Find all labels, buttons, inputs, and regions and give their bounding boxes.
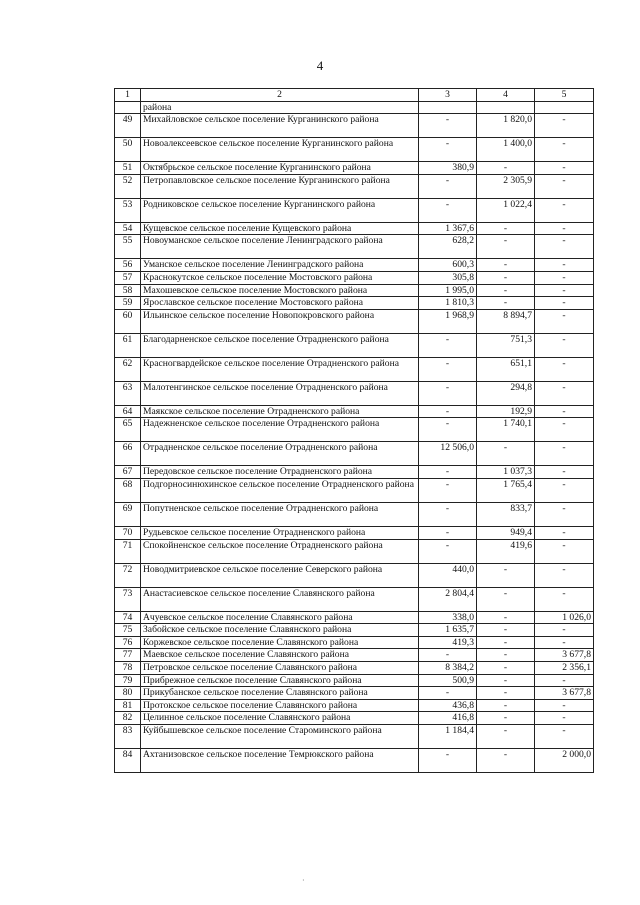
- col3-value-cell: -: [419, 502, 477, 526]
- col4-value-cell: -: [477, 661, 535, 674]
- col5-value-cell: -: [535, 333, 594, 357]
- settlement-name-cell: Прибрежное сельское поселение Славянского района: [141, 674, 419, 687]
- table-row: [115, 649, 594, 662]
- col3-value-cell: -: [419, 478, 477, 502]
- settlement-name-cell: Рудьевское сельское поселение Отрадненского района: [141, 526, 419, 539]
- col3-value-cell: 436,8: [419, 699, 477, 712]
- col4-value-cell: 1 820,0: [477, 114, 535, 138]
- col5-value-cell: -: [535, 712, 594, 725]
- table-row: [115, 587, 594, 611]
- table-row: [115, 526, 594, 539]
- table-row: [115, 418, 594, 442]
- col4-value-cell: 8 894,7: [477, 309, 535, 333]
- settlement-name-cell: Передовское сельское поселение Отрадненского района: [141, 466, 419, 479]
- col5-value-cell: -: [535, 587, 594, 611]
- col3-value-cell: 1 635,7: [419, 624, 477, 637]
- settlement-name-cell: Прикубанское сельское поселение Славянского района: [141, 687, 419, 700]
- col4-value-cell: 294,8: [477, 381, 535, 405]
- col3-value-cell: 1 968,9: [419, 309, 477, 333]
- col4-value-cell: -: [477, 624, 535, 637]
- table-row: [115, 563, 594, 587]
- settlement-name-cell: Ахтанизовское сельское поселение Темрюкского района: [141, 748, 419, 772]
- table-row: [115, 502, 594, 526]
- col5-value-cell: -: [535, 478, 594, 502]
- settlement-name-cell: Новоалексеевское сельское поселение Курганинского района: [141, 138, 419, 162]
- col5-value-cell: -: [535, 674, 594, 687]
- col3-value-cell: 1 184,4: [419, 724, 477, 748]
- col5-value-cell: -: [535, 174, 594, 198]
- col4-value-cell: 192,9: [477, 405, 535, 418]
- col3-value-cell: 416,8: [419, 712, 477, 725]
- row-number-cell: 57: [115, 271, 141, 284]
- col5-value-cell: -: [535, 114, 594, 138]
- row-number-cell: 54: [115, 222, 141, 235]
- row-number-cell: 61: [115, 333, 141, 357]
- col4-value-cell: -: [477, 636, 535, 649]
- col5-value-cell: -: [535, 259, 594, 272]
- column-header-col5: 5: [535, 89, 594, 102]
- col3-value-cell: 338,0: [419, 611, 477, 624]
- table-row: [115, 748, 594, 772]
- col5-value-cell: -: [535, 539, 594, 563]
- settlement-name-cell: Новодмитриевское сельское поселение Северского района: [141, 563, 419, 587]
- col5-value-cell: -: [535, 309, 594, 333]
- table-row: [115, 724, 594, 748]
- row-number-cell: 72: [115, 563, 141, 587]
- col4-value-cell: -: [477, 563, 535, 587]
- col3-value-cell: -: [419, 174, 477, 198]
- table-row: [115, 271, 594, 284]
- col5-value-cell: -: [535, 198, 594, 222]
- settlement-name-cell: Куйбышевское сельское поселение Староминского района: [141, 724, 419, 748]
- row-number-cell: 64: [115, 405, 141, 418]
- settlement-name-cell: Краснокутское сельское поселение Мостовского района: [141, 271, 419, 284]
- row-number-cell: 75: [115, 624, 141, 637]
- col3-value-cell: 628,2: [419, 235, 477, 259]
- settlement-name-cell: Попутненское сельское поселение Отрадненского района: [141, 502, 419, 526]
- row-number-cell: 63: [115, 381, 141, 405]
- table-row: [115, 687, 594, 700]
- scan-speck: ·: [302, 876, 305, 885]
- table-row: [115, 661, 594, 674]
- col4-value-cell: 1 037,3: [477, 466, 535, 479]
- row-number-cell: 78: [115, 661, 141, 674]
- table-row: [115, 611, 594, 624]
- col3-value-cell: 419,3: [419, 636, 477, 649]
- row-number-cell: 83: [115, 724, 141, 748]
- col5-value-cell: -: [535, 405, 594, 418]
- col5-value-cell: -: [535, 636, 594, 649]
- col5-value-cell: -: [535, 235, 594, 259]
- continuation-row: [115, 101, 594, 114]
- col3-value-cell: 440,0: [419, 563, 477, 587]
- table-row: [115, 222, 594, 235]
- col4-value-cell: -: [477, 222, 535, 235]
- settlement-name-cell: Протокское сельское поселение Славянского района: [141, 699, 419, 712]
- row-number-cell: 55: [115, 235, 141, 259]
- row-number-cell: 73: [115, 587, 141, 611]
- settlement-name-cell: Октябрьское сельское поселение Курганинского района: [141, 162, 419, 175]
- col4-value-cell: -: [477, 748, 535, 772]
- col3-value-cell: -: [419, 526, 477, 539]
- col3-value-cell: 600,3: [419, 259, 477, 272]
- settlement-name-cell: Ильинское сельское поселение Новопокровского района: [141, 309, 419, 333]
- col5-value-cell: -: [535, 526, 594, 539]
- row-number-cell: 79: [115, 674, 141, 687]
- settlement-name-cell: Петропавловское сельское поселение Курганинского района: [141, 174, 419, 198]
- table-row: [115, 235, 594, 259]
- settlement-name-cell: Спокойненское сельское поселение Отрадненского района: [141, 539, 419, 563]
- table-row: [115, 162, 594, 175]
- col4-value-cell: -: [477, 712, 535, 725]
- col4-value-cell: -: [477, 162, 535, 175]
- settlement-name-cell: Кущевское сельское поселение Кущевского района: [141, 222, 419, 235]
- table-row: [115, 624, 594, 637]
- row-number-cell: 62: [115, 357, 141, 381]
- col5-value-cell: -: [535, 222, 594, 235]
- settlement-name-cell: Новоуманское сельское поселение Ленинградского района: [141, 235, 419, 259]
- table-row: [115, 174, 594, 198]
- col5-value-cell: -: [535, 502, 594, 526]
- col3-value-cell: -: [419, 333, 477, 357]
- settlement-name-cell: Маевское сельское поселение Славянского района: [141, 649, 419, 662]
- col4-value-cell: -: [477, 587, 535, 611]
- settlement-name-cell: Благодарненское сельское поселение Отрадненского района: [141, 333, 419, 357]
- col3-value-cell: -: [419, 357, 477, 381]
- settlement-name-cell: Целинное сельское поселение Славянского района: [141, 712, 419, 725]
- col5-value-cell: -: [535, 466, 594, 479]
- settlement-name-cell: Ярославское сельское поселение Мостовского района: [141, 297, 419, 310]
- settlement-name-cell: Родниковское сельское поселение Курганинского района: [141, 198, 419, 222]
- row-number-cell: 76: [115, 636, 141, 649]
- settlement-name-cell: Надежненское сельское поселение Отрадненского района: [141, 418, 419, 442]
- col3-value-cell: -: [419, 687, 477, 700]
- col3-value-cell: -: [419, 381, 477, 405]
- table-row: [115, 405, 594, 418]
- col3-value-cell: 12 506,0: [419, 442, 477, 466]
- table-row: [115, 636, 594, 649]
- col4-value-cell: -: [477, 649, 535, 662]
- col4-value-cell: -: [477, 442, 535, 466]
- row-number-cell: 67: [115, 466, 141, 479]
- col3-value-cell: 500,9: [419, 674, 477, 687]
- col5-value-cell: 2 356,1: [535, 661, 594, 674]
- col5-value-cell: -: [535, 563, 594, 587]
- row-number-cell: 69: [115, 502, 141, 526]
- row-number-cell: 52: [115, 174, 141, 198]
- settlement-name-cell: Михайловское сельское поселение Курганинского района: [141, 114, 419, 138]
- settlement-name-cell: Коржевское сельское поселение Славянского района: [141, 636, 419, 649]
- row-number-cell: 77: [115, 649, 141, 662]
- col3-value-cell: -: [419, 649, 477, 662]
- col4-value-cell: -: [477, 297, 535, 310]
- row-number-cell: 50: [115, 138, 141, 162]
- col5-value-cell: 1 026,0: [535, 611, 594, 624]
- col4-value-cell: -: [477, 674, 535, 687]
- col4-value-cell: 2 305,9: [477, 174, 535, 198]
- row-number-cell: 68: [115, 478, 141, 502]
- table-row: [115, 284, 594, 297]
- col5-value-cell: -: [535, 357, 594, 381]
- table-row: [115, 297, 594, 310]
- col5-value-cell: -: [535, 381, 594, 405]
- column-header-col3: 3: [419, 89, 477, 102]
- table-row: [115, 466, 594, 479]
- row-number-cell: 74: [115, 611, 141, 624]
- col4-value-cell: 1 400,0: [477, 138, 535, 162]
- settlement-name-cell: Петровское сельское поселение Славянского района: [141, 661, 419, 674]
- row-number-cell: 70: [115, 526, 141, 539]
- settlement-name-cell: Уманское сельское поселение Ленинградского района: [141, 259, 419, 272]
- col3-value-cell: 8 384,2: [419, 661, 477, 674]
- col4-value-cell: -: [477, 687, 535, 700]
- col3-value-cell: 1 367,6: [419, 222, 477, 235]
- settlement-name-cell: Отрадненское сельское поселение Отрадненского района: [141, 442, 419, 466]
- col4-value-cell: 751,3: [477, 333, 535, 357]
- col4-value-cell: 1 765,4: [477, 478, 535, 502]
- continuation-col4-cell: [477, 101, 535, 114]
- col5-value-cell: -: [535, 162, 594, 175]
- settlement-name-cell: Малотенгинское сельское поселение Отрадненского района: [141, 381, 419, 405]
- col3-value-cell: 1 810,3: [419, 297, 477, 310]
- row-number-cell: 71: [115, 539, 141, 563]
- col4-value-cell: 1 740,1: [477, 418, 535, 442]
- col5-value-cell: -: [535, 442, 594, 466]
- continuation-text: района: [141, 101, 419, 114]
- col5-value-cell: -: [535, 284, 594, 297]
- row-number-cell: 60: [115, 309, 141, 333]
- col5-value-cell: -: [535, 724, 594, 748]
- row-number-cell: 53: [115, 198, 141, 222]
- col3-value-cell: -: [419, 405, 477, 418]
- table-header-row: [115, 89, 594, 102]
- column-header-name: 2: [141, 89, 419, 102]
- table-row: [115, 357, 594, 381]
- settlement-name-cell: Анастасиевское сельское поселение Славянского района: [141, 587, 419, 611]
- row-number-cell: 66: [115, 442, 141, 466]
- col5-value-cell: -: [535, 297, 594, 310]
- table-row: [115, 333, 594, 357]
- table-row: [115, 478, 594, 502]
- col4-value-cell: 1 022,4: [477, 198, 535, 222]
- col4-value-cell: 419,6: [477, 539, 535, 563]
- col5-value-cell: -: [535, 624, 594, 637]
- table-row: [115, 539, 594, 563]
- col4-value-cell: -: [477, 699, 535, 712]
- row-number-cell: 51: [115, 162, 141, 175]
- settlement-name-cell: Забойское сельское поселение Славянского района: [141, 624, 419, 637]
- table-row: [115, 674, 594, 687]
- col5-value-cell: -: [535, 271, 594, 284]
- table-row: [115, 699, 594, 712]
- row-number-cell: 49: [115, 114, 141, 138]
- col5-value-cell: 3 677,8: [535, 687, 594, 700]
- row-number-cell: 59: [115, 297, 141, 310]
- col4-value-cell: 651,1: [477, 357, 535, 381]
- col3-value-cell: 2 804,4: [419, 587, 477, 611]
- settlement-name-cell: Махошевское сельское поселение Мостовского района: [141, 284, 419, 297]
- row-number-cell: 84: [115, 748, 141, 772]
- col3-value-cell: 380,9: [419, 162, 477, 175]
- continuation-col5-cell: [535, 101, 594, 114]
- col4-value-cell: -: [477, 235, 535, 259]
- col3-value-cell: -: [419, 198, 477, 222]
- table-row: [115, 712, 594, 725]
- table-row: [115, 259, 594, 272]
- column-header-col4: 4: [477, 89, 535, 102]
- row-number-cell: 56: [115, 259, 141, 272]
- subsidy-table: [114, 88, 594, 773]
- continuation-number-cell: [115, 101, 141, 114]
- col5-value-cell: -: [535, 699, 594, 712]
- table-row: [115, 114, 594, 138]
- col4-value-cell: -: [477, 611, 535, 624]
- row-number-cell: 58: [115, 284, 141, 297]
- col3-value-cell: 1 995,0: [419, 284, 477, 297]
- table-row: [115, 442, 594, 466]
- row-number-cell: 65: [115, 418, 141, 442]
- col3-value-cell: -: [419, 748, 477, 772]
- table-row: [115, 138, 594, 162]
- col4-value-cell: 833,7: [477, 502, 535, 526]
- col3-value-cell: -: [419, 418, 477, 442]
- col4-value-cell: -: [477, 271, 535, 284]
- table-row: [115, 309, 594, 333]
- settlement-name-cell: Подгорносинюхинское сельское поселение Отрадненского района: [141, 478, 419, 502]
- continuation-col3-cell: [419, 101, 477, 114]
- settlement-name-cell: Красногвардейское сельское поселение Отрадненского района: [141, 357, 419, 381]
- row-number-cell: 80: [115, 687, 141, 700]
- col3-value-cell: -: [419, 114, 477, 138]
- col4-value-cell: 949,4: [477, 526, 535, 539]
- col5-value-cell: 3 677,8: [535, 649, 594, 662]
- col4-value-cell: -: [477, 259, 535, 272]
- page-number: 4: [316, 58, 324, 73]
- col5-value-cell: 2 000,0: [535, 748, 594, 772]
- col4-value-cell: -: [477, 724, 535, 748]
- col5-value-cell: -: [535, 138, 594, 162]
- table-row: [115, 198, 594, 222]
- column-header-number: 1: [115, 89, 141, 102]
- row-number-cell: 81: [115, 699, 141, 712]
- col4-value-cell: -: [477, 284, 535, 297]
- col3-value-cell: -: [419, 539, 477, 563]
- table-row: [115, 381, 594, 405]
- col5-value-cell: -: [535, 418, 594, 442]
- col3-value-cell: -: [419, 138, 477, 162]
- col3-value-cell: 305,8: [419, 271, 477, 284]
- col3-value-cell: -: [419, 466, 477, 479]
- settlement-name-cell: Маякское сельское поселение Отрадненского района: [141, 405, 419, 418]
- row-number-cell: 82: [115, 712, 141, 725]
- settlement-name-cell: Ачуевское сельское поселение Славянского района: [141, 611, 419, 624]
